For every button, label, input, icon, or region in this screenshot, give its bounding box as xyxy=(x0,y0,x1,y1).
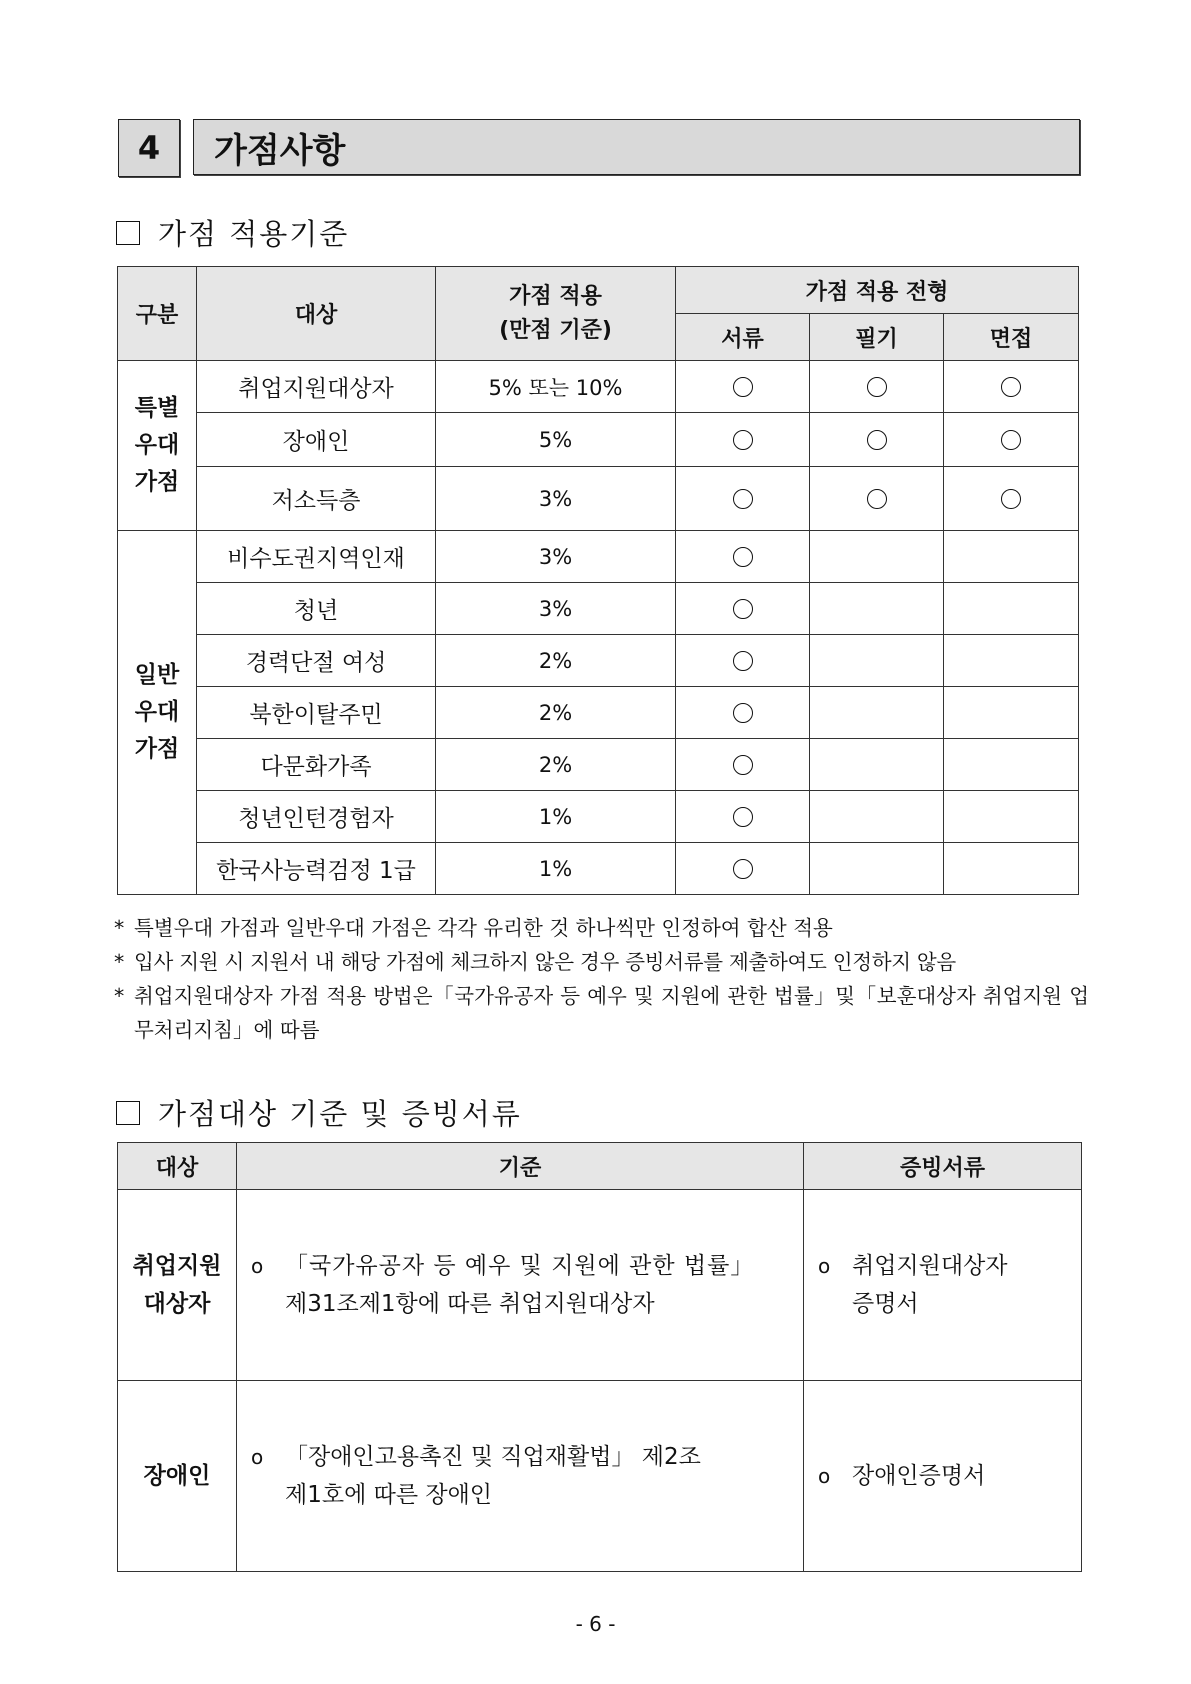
note-text: 취업지원대상자 가점 적용 방법은「국가유공자 등 예우 및 지원에 관한 법률」및「보훈대상자 취업지원 업무처리지침」에 따름 xyxy=(134,984,1089,1042)
stage-interview-cell xyxy=(944,467,1079,531)
stage-written-cell xyxy=(810,739,944,791)
row-target: 청년인턴경험자 xyxy=(197,791,436,843)
applied-circle-icon xyxy=(733,703,753,723)
row-target: 취업지원 대상자 xyxy=(118,1190,237,1381)
row-rate: 3% xyxy=(436,467,676,531)
header-target: 대상 xyxy=(197,267,436,361)
header-docs: 증빙서류 xyxy=(804,1143,1082,1190)
subheading-text: 가점대상 기준 및 증빙서류 xyxy=(158,1097,522,1131)
stage-written-cell xyxy=(810,791,944,843)
stage-written-cell xyxy=(810,583,944,635)
notes xyxy=(114,911,1089,1047)
applied-circle-icon xyxy=(733,755,753,775)
applied-circle-icon xyxy=(733,489,753,509)
note-text: 입사 지원 시 지원서 내 해당 가점에 체크하지 않은 경우 증빙서류를 제출하여도 인정하지 않음 xyxy=(134,950,956,974)
table-row xyxy=(118,1190,1082,1381)
subheading-text: 가점 적용기준 xyxy=(158,217,350,251)
note-item xyxy=(114,911,1089,945)
applied-circle-icon xyxy=(867,430,887,450)
subheading-evidence xyxy=(116,1092,522,1133)
stage-written-cell xyxy=(810,467,944,531)
note-text: 특별우대 가점과 일반우대 가점은 각각 유리한 것 하나씩만 인정하여 합산 적용 xyxy=(134,916,833,940)
docs-line: 취업지원대상자 xyxy=(852,1253,1008,1279)
stage-doc-cell xyxy=(676,413,810,467)
bullet-icon: o xyxy=(818,1254,831,1278)
applied-circle-icon xyxy=(733,651,753,671)
bonus-criteria-table xyxy=(117,266,1079,895)
stage-doc-cell xyxy=(676,467,810,531)
applied-circle-icon xyxy=(733,859,753,879)
page-number: - 6 - xyxy=(575,1612,616,1636)
criteria-line: 「국가유공자 등 예우 및 지원에 관한 법률」 xyxy=(285,1253,755,1279)
applied-circle-icon xyxy=(1001,430,1021,450)
header-stage-interview: 면접 xyxy=(944,314,1079,361)
stage-doc-cell xyxy=(676,687,810,739)
docs-line: 증명서 xyxy=(852,1291,919,1317)
row-rate: 2% xyxy=(436,687,676,739)
stage-doc-cell xyxy=(676,531,810,583)
subheading-criteria xyxy=(116,212,349,253)
applied-circle-icon xyxy=(1001,489,1021,509)
stage-written-cell xyxy=(810,413,944,467)
note-item xyxy=(114,945,1089,979)
applied-circle-icon xyxy=(733,599,753,619)
section-header xyxy=(118,119,1083,177)
stage-interview-cell xyxy=(944,791,1079,843)
stage-written-cell xyxy=(810,635,944,687)
applied-circle-icon xyxy=(733,377,753,397)
row-docs xyxy=(804,1381,1082,1572)
checkbox-square-icon xyxy=(116,221,140,245)
stage-interview-cell xyxy=(944,739,1079,791)
stage-interview-cell xyxy=(944,361,1079,413)
row-target: 한국사능력검정 1급 xyxy=(197,843,436,895)
row-rate: 3% xyxy=(436,583,676,635)
applied-circle-icon xyxy=(1001,377,1021,397)
row-rate: 1% xyxy=(436,843,676,895)
row-rate: 5% 또는 10% xyxy=(436,361,676,413)
bullet-icon: o xyxy=(251,1445,264,1469)
docs-line: 장애인증명서 xyxy=(852,1463,986,1489)
note-mark: * xyxy=(114,984,125,1008)
row-criteria xyxy=(237,1381,804,1572)
stage-interview-cell xyxy=(944,687,1079,739)
row-rate: 2% xyxy=(436,635,676,687)
header-rate: 가점 적용 (만점 기준) xyxy=(436,267,676,361)
header-stage-written: 필기 xyxy=(810,314,944,361)
stage-doc-cell xyxy=(676,583,810,635)
applied-circle-icon xyxy=(867,489,887,509)
table-row xyxy=(118,635,1079,687)
header-category: 구분 xyxy=(118,267,197,361)
bullet-icon: o xyxy=(251,1254,264,1278)
stage-doc-cell xyxy=(676,635,810,687)
stage-doc-cell xyxy=(676,843,810,895)
stage-interview-cell xyxy=(944,635,1079,687)
stage-doc-cell xyxy=(676,791,810,843)
criteria-line: 제1호에 따른 장애인 xyxy=(285,1482,492,1508)
table-row xyxy=(118,361,1079,413)
header-criteria: 기준 xyxy=(237,1143,804,1190)
row-rate: 5% xyxy=(436,413,676,467)
table-row xyxy=(118,843,1079,895)
header-target: 대상 xyxy=(118,1143,237,1190)
stage-written-cell xyxy=(810,843,944,895)
stage-interview-cell xyxy=(944,413,1079,467)
section-number: 4 xyxy=(118,119,180,177)
applied-circle-icon xyxy=(867,377,887,397)
applied-circle-icon xyxy=(733,547,753,567)
applied-circle-icon xyxy=(733,430,753,450)
row-target: 저소득층 xyxy=(197,467,436,531)
row-target: 취업지원대상자 xyxy=(197,361,436,413)
row-target: 비수도권지역인재 xyxy=(197,531,436,583)
evidence-table xyxy=(117,1142,1082,1572)
group-label: 특별 우대 가점 xyxy=(118,361,197,531)
note-mark: * xyxy=(114,916,125,940)
table-row xyxy=(118,791,1079,843)
row-rate: 3% xyxy=(436,531,676,583)
row-target: 경력단절 여성 xyxy=(197,635,436,687)
stage-doc-cell xyxy=(676,739,810,791)
section-title: 가점사항 xyxy=(193,119,1080,175)
row-docs xyxy=(804,1190,1082,1381)
row-target: 장애인 xyxy=(118,1381,237,1572)
bonus-criteria-body xyxy=(118,361,1079,895)
applied-circle-icon xyxy=(733,807,753,827)
table-row xyxy=(118,583,1079,635)
criteria-line: 제31조제1항에 따른 취업지원대상자 xyxy=(285,1291,655,1317)
header-stages: 가점 적용 전형 xyxy=(676,267,1079,314)
header-stage-doc: 서류 xyxy=(676,314,810,361)
table-row xyxy=(118,687,1079,739)
stage-written-cell xyxy=(810,531,944,583)
stage-written-cell xyxy=(810,687,944,739)
table-row xyxy=(118,413,1079,467)
row-target: 청년 xyxy=(197,583,436,635)
stage-interview-cell xyxy=(944,843,1079,895)
table-row xyxy=(118,1381,1082,1572)
bullet-icon: o xyxy=(818,1464,831,1488)
table-row xyxy=(118,531,1079,583)
checkbox-square-icon xyxy=(116,1101,140,1125)
row-criteria xyxy=(237,1190,804,1381)
stage-interview-cell xyxy=(944,531,1079,583)
row-target: 다문화가족 xyxy=(197,739,436,791)
note-mark: * xyxy=(114,950,125,974)
stage-doc-cell xyxy=(676,361,810,413)
row-target: 장애인 xyxy=(197,413,436,467)
table-row xyxy=(118,739,1079,791)
table-row xyxy=(118,467,1079,531)
stage-interview-cell xyxy=(944,583,1079,635)
criteria-line: 「장애인고용촉진 및 직업재활법」 제2조 xyxy=(285,1444,701,1470)
row-rate: 1% xyxy=(436,791,676,843)
note-item xyxy=(114,979,1089,1047)
group-label: 일반 우대 가점 xyxy=(118,531,197,895)
row-rate: 2% xyxy=(436,739,676,791)
stage-written-cell xyxy=(810,361,944,413)
row-target: 북한이탈주민 xyxy=(197,687,436,739)
